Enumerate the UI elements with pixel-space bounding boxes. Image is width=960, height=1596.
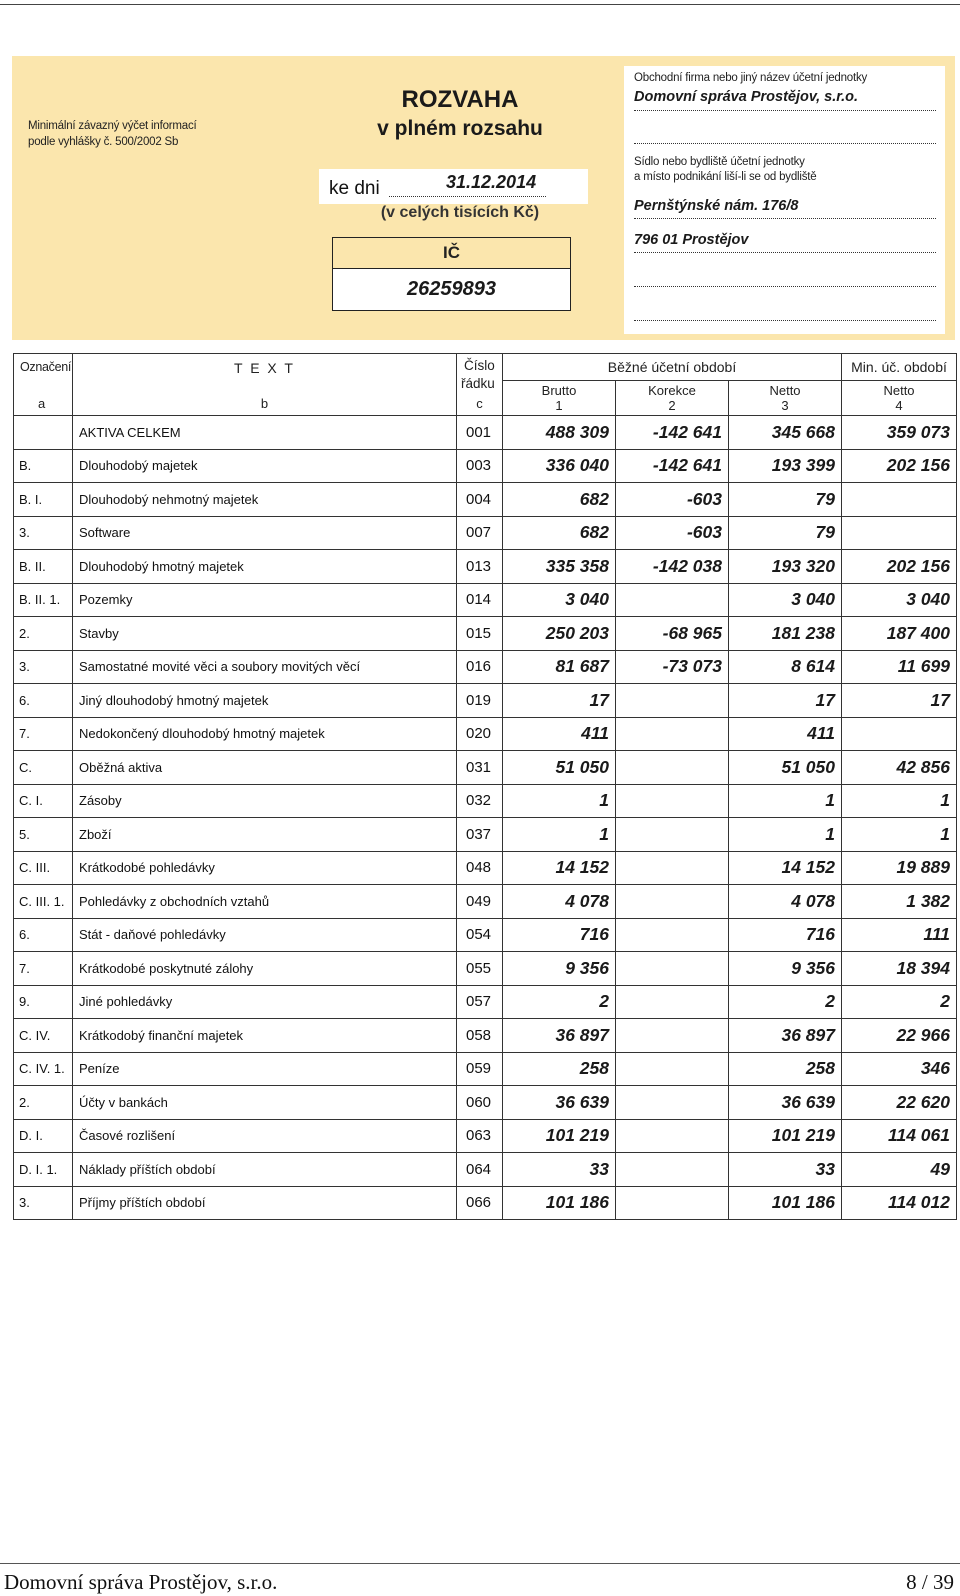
row-brutto: 101 186 [503,1186,616,1220]
row-number: 048 [457,851,503,885]
row-netto: 51 050 [729,751,842,785]
document-subtitle: v plném rozsahu [377,117,543,140]
table-row [14,851,957,885]
ic-value: 26259893 [333,269,570,310]
row-brutto: 51 050 [503,751,616,785]
row-netto: 181 238 [729,617,842,651]
row-brutto: 258 [503,1052,616,1086]
row-number: 004 [457,483,503,517]
row-text: Software [73,516,457,550]
row-text: Dlouhodobý nehmotný majetek [73,483,457,517]
row-oznaceni: 2. [14,617,73,651]
row-number: 057 [457,985,503,1019]
row-korekce: -142 641 [616,449,729,483]
header-korekce-label: Korekce [648,383,696,399]
row-number: 064 [457,1153,503,1187]
header-row-1 [14,354,957,381]
header-oznaceni [14,354,73,416]
row-number: 054 [457,918,503,952]
header-brutto-label: Brutto [541,383,577,399]
row-netto: 101 186 [729,1186,842,1220]
row-number: 007 [457,516,503,550]
row-text: Dlouhodobý majetek [73,449,457,483]
header-netto-code: 3 [781,398,789,414]
row-text: Nedokončený dlouhodobý hmotný majetek [73,717,457,751]
table-row [14,885,957,919]
row-brutto: 3 040 [503,583,616,617]
row-korekce [616,784,729,818]
header-korekce [616,381,729,416]
table-row [14,483,957,517]
row-text: Krátkodobé poskytnuté zálohy [73,952,457,986]
table-row [14,583,957,617]
row-korekce [616,952,729,986]
row-netto: 4 078 [729,885,842,919]
date-dotted-line [389,196,546,197]
table-row [14,449,957,483]
min-info-line1: Minimální závazný výčet informací [28,120,197,132]
row-brutto: 36 897 [503,1019,616,1053]
table-row [14,1153,957,1187]
header-cislo [457,354,503,416]
row-netto: 258 [729,1052,842,1086]
row-oznaceni: 7. [14,952,73,986]
row-netto: 193 399 [729,449,842,483]
date-label: ke dni [329,178,380,199]
row-oznaceni: 6. [14,918,73,952]
row-korekce [616,851,729,885]
table-row [14,650,957,684]
row-korekce [616,918,729,952]
row-oznaceni: C. I. [14,784,73,818]
row-oznaceni: B. [14,449,73,483]
header-cislo-line1: Číslo [464,358,495,373]
row-netto: 17 [729,684,842,718]
row-brutto: 33 [503,1153,616,1187]
row-korekce [616,717,729,751]
table-row [14,684,957,718]
row-netto-prior [842,483,957,517]
row-text: Účty v bankách [73,1086,457,1120]
row-text: Pohledávky z obchodních vztahů [73,885,457,919]
row-netto: 101 219 [729,1119,842,1153]
firm-info-box [624,66,945,334]
balance-sheet-table [13,353,957,1220]
footer-page-number: 8 / 39 [906,1570,954,1594]
row-brutto: 488 309 [503,416,616,450]
row-netto: 411 [729,717,842,751]
row-netto-prior: 1 [842,784,957,818]
row-korekce [616,1052,729,1086]
table-row [14,1086,957,1120]
row-korekce [616,885,729,919]
row-netto: 14 152 [729,851,842,885]
ic-label: IČ [333,238,570,269]
row-oznaceni: D. I. [14,1119,73,1153]
table-row [14,1119,957,1153]
row-netto-prior: 11 699 [842,650,957,684]
firm-name-value: Domovní správa Prostějov, s.r.o. [634,89,859,105]
dotted-line [634,286,936,287]
row-korekce [616,985,729,1019]
row-netto: 33 [729,1153,842,1187]
header-netto-prior-code: 4 [895,398,903,414]
row-text: Náklady příštích období [73,1153,457,1187]
row-netto: 8 614 [729,650,842,684]
row-korekce: -603 [616,483,729,517]
row-netto-prior: 42 856 [842,751,957,785]
address-line2: 796 01 Prostějov [634,232,749,248]
row-netto-prior: 114 012 [842,1186,957,1220]
row-oznaceni: 2. [14,1086,73,1120]
row-brutto: 17 [503,684,616,718]
address-line1: Pernštýnské nám. 176/8 [634,198,799,214]
row-oznaceni: 3. [14,1186,73,1220]
row-korekce [616,1019,729,1053]
row-number: 055 [457,952,503,986]
row-brutto: 682 [503,516,616,550]
row-korekce: -68 965 [616,617,729,651]
row-oznaceni: 6. [14,684,73,718]
seat-label-line1: Sídlo nebo bydliště účetní jednotky [634,156,805,168]
row-netto-prior: 22 620 [842,1086,957,1120]
row-netto: 79 [729,516,842,550]
table-row [14,952,957,986]
table-row [14,717,957,751]
row-number: 016 [457,650,503,684]
row-netto-prior: 202 156 [842,550,957,584]
row-korekce: -603 [616,516,729,550]
unit-note: (v celých tisících Kč) [380,204,540,221]
row-text: Příjmy příštích období [73,1186,457,1220]
dotted-line [634,110,936,111]
row-text: Peníze [73,1052,457,1086]
row-oznaceni: C. IV. [14,1019,73,1053]
row-netto-prior: 346 [842,1052,957,1086]
row-brutto: 36 639 [503,1086,616,1120]
row-brutto: 250 203 [503,617,616,651]
row-korekce [616,1186,729,1220]
table-row [14,751,957,785]
row-oznaceni: C. III. [14,851,73,885]
dotted-line [634,143,936,144]
date-value: 31.12.2014 [446,172,537,192]
row-text: Oběžná aktiva [73,751,457,785]
table-row [14,1186,957,1220]
row-text: Samostatné movité věci a soubory movitých věcí [73,650,457,684]
header-text-code: b [260,396,269,411]
dotted-line [634,218,936,219]
row-netto: 1 [729,818,842,852]
row-text: Krátkodobý finanční majetek [73,1019,457,1053]
row-oznaceni: 5. [14,818,73,852]
row-oznaceni [14,416,73,450]
row-number: 003 [457,449,503,483]
dotted-line [634,320,936,321]
row-oznaceni: C. IV. 1. [14,1052,73,1086]
row-korekce: -142 038 [616,550,729,584]
row-text: Časové rozlišení [73,1119,457,1153]
header-cislo-code: c [476,396,483,411]
row-korekce [616,1153,729,1187]
row-oznaceni: 3. [14,650,73,684]
row-brutto: 81 687 [503,650,616,684]
row-netto-prior [842,717,957,751]
row-brutto: 336 040 [503,449,616,483]
row-number: 060 [457,1086,503,1120]
row-netto-prior: 359 073 [842,416,957,450]
header-brutto-code: 1 [555,398,563,414]
row-netto-prior: 1 382 [842,885,957,919]
row-number: 049 [457,885,503,919]
row-netto: 1 [729,784,842,818]
ic-box [332,237,571,311]
row-number: 066 [457,1186,503,1220]
row-oznaceni: 9. [14,985,73,1019]
row-korekce: -142 641 [616,416,729,450]
document-title: ROZVAHA [401,86,519,113]
row-number: 019 [457,684,503,718]
row-number: 001 [457,416,503,450]
row-netto-prior: 18 394 [842,952,957,986]
table-row [14,918,957,952]
row-number: 020 [457,717,503,751]
row-oznaceni: B. II. [14,550,73,584]
row-korekce [616,684,729,718]
row-brutto: 14 152 [503,851,616,885]
header-netto-label: Netto [769,383,801,399]
row-number: 015 [457,617,503,651]
row-netto-prior: 17 [842,684,957,718]
row-oznaceni: C. III. 1. [14,885,73,919]
row-netto-prior: 114 061 [842,1119,957,1153]
row-number: 058 [457,1019,503,1053]
row-brutto: 411 [503,717,616,751]
table-row [14,818,957,852]
row-netto: 193 320 [729,550,842,584]
header-oznaceni-label: Označení [20,360,72,374]
row-brutto: 335 358 [503,550,616,584]
table-row [14,416,957,450]
header-text-label: T E X T [234,360,295,376]
header-prior-period: Min. úč. období [842,354,957,381]
row-brutto: 716 [503,918,616,952]
row-oznaceni: D. I. 1. [14,1153,73,1187]
top-rule [0,4,960,5]
row-text: Dlouhodobý hmotný majetek [73,550,457,584]
row-netto-prior: 19 889 [842,851,957,885]
row-netto-prior: 1 [842,818,957,852]
row-number: 032 [457,784,503,818]
header-netto-prior-label: Netto [883,383,915,399]
row-brutto: 101 219 [503,1119,616,1153]
header-current-period: Běžné účetní období [503,354,842,381]
row-netto: 79 [729,483,842,517]
row-number: 013 [457,550,503,584]
table-row [14,617,957,651]
row-netto-prior: 49 [842,1153,957,1187]
table-row [14,1052,957,1086]
row-netto-prior: 202 156 [842,449,957,483]
row-netto: 2 [729,985,842,1019]
row-korekce [616,818,729,852]
row-oznaceni: B. II. 1. [14,583,73,617]
row-netto: 345 668 [729,416,842,450]
row-korekce: -73 073 [616,650,729,684]
row-number: 014 [457,583,503,617]
min-info-line2: podle vyhlášky č. 500/2002 Sb [28,136,179,148]
row-number: 031 [457,751,503,785]
row-text: Stát - daňové pohledávky [73,918,457,952]
row-netto: 9 356 [729,952,842,986]
header-text [73,354,457,416]
row-number: 059 [457,1052,503,1086]
header-oznaceni-code: a [38,396,46,411]
row-brutto: 1 [503,818,616,852]
table-row [14,516,957,550]
table-row [14,784,957,818]
row-text: AKTIVA CELKEM [73,416,457,450]
row-oznaceni: C. [14,751,73,785]
minimum-info-note [28,118,197,150]
row-netto: 36 897 [729,1019,842,1053]
row-netto: 36 639 [729,1086,842,1120]
footer-company: Domovní správa Prostějov, s.r.o. [4,1570,278,1594]
row-netto-prior: 22 966 [842,1019,957,1053]
row-oznaceni: B. I. [14,483,73,517]
row-korekce [616,751,729,785]
row-netto-prior: 187 400 [842,617,957,651]
row-korekce [616,583,729,617]
firm-name-label: Obchodní firma nebo jiný název účetní jednotky [634,72,868,84]
row-text: Zásoby [73,784,457,818]
row-text: Zboží [73,818,457,852]
row-number: 063 [457,1119,503,1153]
row-netto: 3 040 [729,583,842,617]
row-brutto: 9 356 [503,952,616,986]
row-korekce [616,1119,729,1153]
row-oznaceni: 7. [14,717,73,751]
row-netto-prior: 3 040 [842,583,957,617]
row-text: Jiný dlouhodobý hmotný majetek [73,684,457,718]
table-row [14,985,957,1019]
header-brutto [503,381,616,416]
dotted-line [634,252,936,253]
row-text: Krátkodobé pohledávky [73,851,457,885]
row-number: 037 [457,818,503,852]
row-text: Stavby [73,617,457,651]
header-netto [729,381,842,416]
row-brutto: 2 [503,985,616,1019]
footer-rule [0,1563,960,1564]
row-netto-prior: 2 [842,985,957,1019]
seat-label-line2: a místo podnikání liší-li se od bydliště [634,171,817,183]
table-row [14,550,957,584]
row-netto-prior: 111 [842,918,957,952]
row-netto-prior [842,516,957,550]
row-brutto: 682 [503,483,616,517]
row-text: Jiné pohledávky [73,985,457,1019]
row-text: Pozemky [73,583,457,617]
header-cislo-line2: řádku [461,376,495,391]
header-netto-prior [842,381,957,416]
row-brutto: 4 078 [503,885,616,919]
row-oznaceni: 3. [14,516,73,550]
table-row [14,1019,957,1053]
row-korekce [616,1086,729,1120]
row-brutto: 1 [503,784,616,818]
row-netto: 716 [729,918,842,952]
header-korekce-code: 2 [668,398,676,414]
